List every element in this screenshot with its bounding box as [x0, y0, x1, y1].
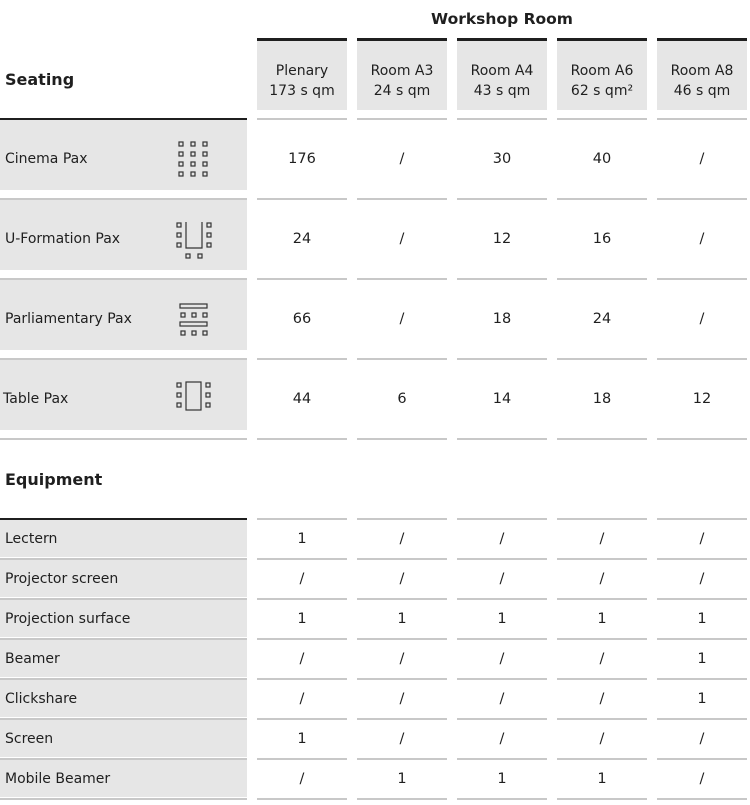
table-cell: /	[699, 231, 705, 247]
room-size: 62 s qm²	[570, 83, 634, 99]
column-header-plenary	[257, 38, 347, 110]
row-label: Projection surface	[5, 611, 131, 627]
table-cell: 176	[288, 151, 316, 167]
cell-divider	[457, 678, 547, 680]
row-label: Lectern	[5, 531, 58, 547]
cell-divider	[357, 198, 447, 200]
cell-divider	[657, 598, 747, 600]
row-label: Clickshare	[5, 691, 78, 707]
cell-divider	[257, 358, 347, 360]
table-cell: /	[399, 531, 405, 547]
row-label: Mobile Beamer	[5, 771, 111, 787]
cell-divider	[557, 798, 647, 800]
table-cell: /	[699, 151, 705, 167]
room-size: 43 s qm	[473, 83, 531, 99]
table-cell: /	[399, 571, 405, 587]
row-divider	[0, 438, 247, 440]
cell-divider	[557, 198, 647, 200]
room-name: Room A6	[570, 63, 634, 79]
table-cell: /	[399, 231, 405, 247]
table-cell: 18	[492, 311, 512, 327]
table-cell: 1	[397, 611, 407, 627]
row-label: Projector screen	[5, 571, 119, 587]
cinema-seating-icon	[176, 140, 214, 180]
cell-divider	[357, 718, 447, 720]
table-cell: /	[499, 651, 505, 667]
column-header-rule	[457, 118, 547, 120]
row-label: Beamer	[5, 651, 60, 667]
table-cell: /	[599, 531, 605, 547]
cell-divider	[357, 678, 447, 680]
cell-divider	[657, 678, 747, 680]
cell-divider	[557, 598, 647, 600]
cell-divider	[357, 638, 447, 640]
row-label: Table Pax	[3, 391, 69, 407]
table-cell: 1	[297, 611, 307, 627]
table-cell: 1	[697, 691, 707, 707]
cell-divider	[557, 558, 647, 560]
table-cell: /	[499, 731, 505, 747]
table-cell: 30	[492, 151, 512, 167]
table-cell: /	[399, 691, 405, 707]
cell-divider	[457, 798, 547, 800]
cell-divider	[257, 558, 347, 560]
cell-divider	[557, 438, 647, 440]
row-label: U-Formation Pax	[5, 231, 121, 247]
u-formation-seating-icon	[176, 220, 214, 260]
row-divider	[0, 798, 247, 800]
cell-divider	[357, 558, 447, 560]
cell-divider	[657, 558, 747, 560]
table-cell: /	[399, 651, 405, 667]
table-cell: /	[299, 691, 305, 707]
column-header-room-a4	[457, 38, 547, 110]
table-cell: /	[599, 691, 605, 707]
cell-divider	[657, 438, 747, 440]
cell-divider	[457, 198, 547, 200]
cell-divider	[257, 798, 347, 800]
cell-divider	[257, 198, 347, 200]
table-cell: 1	[497, 611, 507, 627]
table-cell: 1	[497, 771, 507, 787]
table-cell: /	[299, 651, 305, 667]
table-cell: 1	[397, 771, 407, 787]
row-label: Screen	[5, 731, 54, 747]
cell-divider	[357, 518, 447, 520]
row-label: Parliamentary Pax	[5, 311, 132, 327]
cell-divider	[257, 758, 347, 760]
room-size: 173 s qm	[269, 83, 335, 99]
cell-divider	[257, 678, 347, 680]
room-name: Plenary	[275, 63, 329, 79]
cell-divider	[557, 358, 647, 360]
cell-divider	[657, 758, 747, 760]
room-size: 24 s qm	[373, 83, 431, 99]
cell-divider	[257, 278, 347, 280]
cell-divider	[357, 278, 447, 280]
cell-divider	[557, 718, 647, 720]
cell-divider	[257, 638, 347, 640]
cell-divider	[357, 798, 447, 800]
cell-divider	[557, 758, 647, 760]
column-header-room-a6	[557, 38, 647, 110]
cell-divider	[557, 278, 647, 280]
table-cell: 66	[292, 311, 312, 327]
table-cell: /	[699, 731, 705, 747]
group-title: Workshop Room	[431, 10, 573, 28]
room-name: Room A4	[470, 63, 534, 79]
table-cell: 24	[592, 311, 612, 327]
cell-divider	[457, 638, 547, 640]
cell-divider	[457, 718, 547, 720]
cell-divider	[457, 438, 547, 440]
table-cell: 6	[397, 391, 407, 407]
table-cell: /	[699, 571, 705, 587]
cell-divider	[457, 758, 547, 760]
table-cell: /	[699, 771, 705, 787]
cell-divider	[357, 358, 447, 360]
table-cell: 44	[292, 391, 312, 407]
cell-divider	[457, 558, 547, 560]
cell-divider	[257, 598, 347, 600]
cell-divider	[357, 598, 447, 600]
cell-divider	[357, 438, 447, 440]
column-header-room-a3	[357, 38, 447, 110]
table-cell: 1	[597, 611, 607, 627]
cell-divider	[257, 718, 347, 720]
table-cell: /	[699, 311, 705, 327]
cell-divider	[657, 798, 747, 800]
cell-divider	[457, 278, 547, 280]
room-name: Room A8	[670, 63, 734, 79]
table-cell: 12	[492, 231, 512, 247]
cell-divider	[557, 518, 647, 520]
table-cell: /	[499, 571, 505, 587]
table-cell: 1	[697, 651, 707, 667]
table-cell: 1	[297, 531, 307, 547]
table-cell: /	[699, 531, 705, 547]
cell-divider	[657, 638, 747, 640]
table-cell: 14	[492, 391, 512, 407]
table-cell: /	[399, 731, 405, 747]
cell-divider	[657, 278, 747, 280]
table-cell: 1	[697, 611, 707, 627]
column-header-rule	[657, 118, 747, 120]
table-cell: /	[499, 531, 505, 547]
cell-divider	[457, 518, 547, 520]
column-header-room-a8	[657, 38, 747, 110]
room-size: 46 s qm	[673, 83, 731, 99]
cell-divider	[357, 758, 447, 760]
table-cell: 40	[592, 151, 612, 167]
room-name: Room A3	[370, 63, 434, 79]
cell-divider	[457, 598, 547, 600]
equipment-title: Equipment	[5, 470, 103, 489]
table-cell: /	[299, 771, 305, 787]
cell-divider	[657, 358, 747, 360]
column-header-rule	[357, 118, 447, 120]
table-cell: 18	[592, 391, 612, 407]
cell-divider	[657, 518, 747, 520]
parliamentary-seating-icon	[176, 300, 214, 340]
cell-divider	[557, 678, 647, 680]
table-cell: 1	[597, 771, 607, 787]
table-cell: 16	[592, 231, 612, 247]
table-seating-icon	[176, 380, 214, 420]
table-cell: /	[599, 571, 605, 587]
row-label: Cinema Pax	[5, 151, 88, 167]
cell-divider	[557, 638, 647, 640]
table-cell: /	[399, 151, 405, 167]
cell-divider	[257, 518, 347, 520]
column-header-rule	[557, 118, 647, 120]
table-cell: 1	[297, 731, 307, 747]
table-cell: /	[399, 311, 405, 327]
seating-title: Seating	[5, 70, 75, 89]
cell-divider	[657, 198, 747, 200]
cell-divider	[657, 718, 747, 720]
cell-divider	[257, 438, 347, 440]
column-header-rule	[257, 118, 347, 120]
table-cell: 12	[692, 391, 712, 407]
table-cell: /	[599, 731, 605, 747]
table-cell: /	[299, 571, 305, 587]
table-cell: /	[499, 691, 505, 707]
table-cell: 24	[292, 231, 312, 247]
table-cell: /	[599, 651, 605, 667]
cell-divider	[457, 358, 547, 360]
